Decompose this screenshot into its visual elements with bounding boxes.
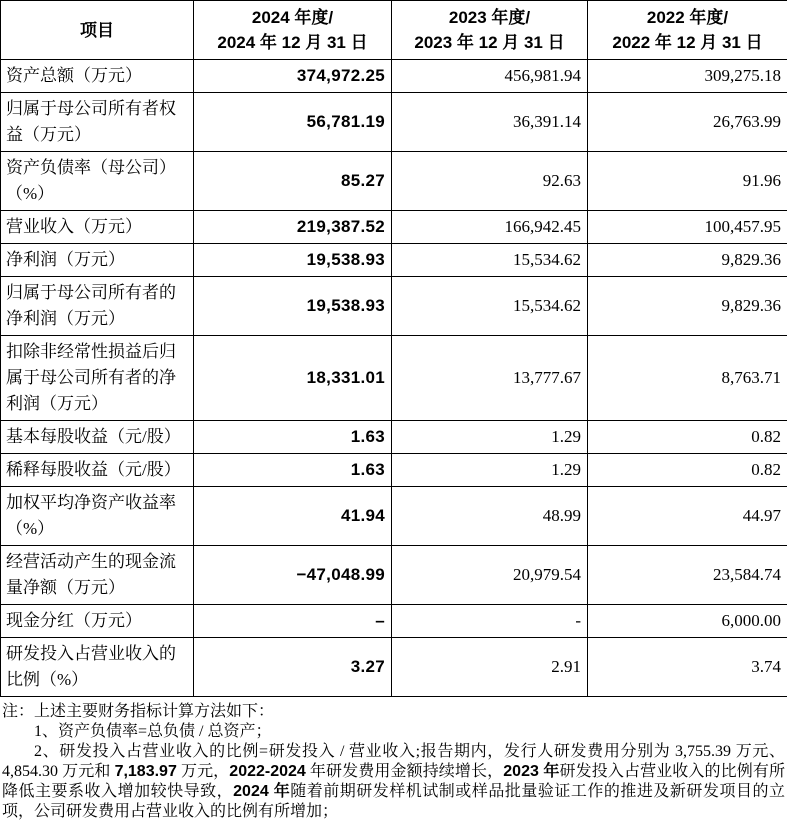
row-label: 稀释每股收益（元/股）	[1, 454, 194, 487]
note-bold-text: 2022-2024	[229, 763, 306, 780]
table-row	[1, 60, 787, 93]
value-2022: 91.96	[588, 152, 787, 211]
note-heading: 注：上述主要财务指标计算方法如下：	[2, 702, 785, 722]
row-label: 归属于母公司所有者权益（万元）	[1, 93, 194, 152]
value-2023: 92.63	[392, 152, 588, 211]
value-2024: 374,972.25	[194, 60, 392, 93]
header-2022-line2: 2022 年 12 月 31 日	[590, 30, 785, 55]
value-2023: -	[392, 605, 588, 638]
header-2022-line1: 2022 年度/	[590, 5, 785, 30]
value-2022: 9,829.36	[588, 277, 787, 336]
row-label: 研发投入占营业收入的比例（%）	[1, 638, 194, 697]
value-2023: 15,534.62	[392, 277, 588, 336]
table-body	[1, 60, 787, 697]
row-label: 营业收入（万元）	[1, 211, 194, 244]
value-2024: 56,781.19	[194, 93, 392, 152]
row-label: 加权平均净资产收益率（%）	[1, 487, 194, 546]
table-row	[1, 421, 787, 454]
value-2022: 8,763.71	[588, 336, 787, 421]
value-2023: 1.29	[392, 421, 588, 454]
table-row	[1, 152, 787, 211]
value-2023: 36,391.14	[392, 93, 588, 152]
header-2023-line1: 2023 年度/	[394, 5, 585, 30]
note-text: 年研发费用金额持续增长，	[306, 763, 503, 780]
header-2024	[194, 1, 392, 60]
value-2024: 1.63	[194, 421, 392, 454]
value-2022: 23,584.74	[588, 546, 787, 605]
value-2022: 309,275.18	[588, 60, 787, 93]
header-2023	[392, 1, 588, 60]
value-2022: 0.82	[588, 421, 787, 454]
table-row	[1, 336, 787, 421]
value-2024: 219,387.52	[194, 211, 392, 244]
note-text: 随着前期研发样机试制或样品批量验证工作的推进及新研发项目的立项，公司研发费用占营业收入的比例有所增加；	[2, 783, 785, 820]
notes-section	[0, 697, 787, 824]
row-label: 经营活动产生的现金流量净额（万元）	[1, 546, 194, 605]
value-2024: 19,538.93	[194, 277, 392, 336]
row-label: 扣除非经常性损益后归属于母公司所有者的净利润（万元）	[1, 336, 194, 421]
value-2023: 13,777.67	[392, 336, 588, 421]
row-label: 资产总额（万元）	[1, 60, 194, 93]
value-2024: 85.27	[194, 152, 392, 211]
value-2023: 48.99	[392, 487, 588, 546]
table-row	[1, 211, 787, 244]
header-row	[1, 1, 787, 60]
table-row	[1, 605, 787, 638]
value-2022: 3.74	[588, 638, 787, 697]
row-label: 基本每股收益（元/股）	[1, 421, 194, 454]
note-item-2	[2, 742, 785, 822]
value-2024: −47,048.99	[194, 546, 392, 605]
header-2022	[588, 1, 787, 60]
header-2024-line2: 2024 年 12 月 31 日	[196, 30, 389, 55]
header-2024-line1: 2024 年度/	[196, 5, 389, 30]
table-row	[1, 487, 787, 546]
value-2022: 100,457.95	[588, 211, 787, 244]
row-label: 净利润（万元）	[1, 244, 194, 277]
value-2022: 44.97	[588, 487, 787, 546]
value-2022: 0.82	[588, 454, 787, 487]
note-text: 研发投入占营业收入的比例有所降低主要系收入增加较快导致，	[2, 763, 785, 800]
value-2023: 1.29	[392, 454, 588, 487]
table-row	[1, 638, 787, 697]
note-text: 2、研发投入占营业收入的比例=研发投入 / 营业收入;报告期内，发行人研发费用分别为 3,755.39 万元、4,854.30 万元和	[2, 743, 785, 780]
table-row	[1, 93, 787, 152]
table-row	[1, 277, 787, 336]
row-label: 归属于母公司所有者的净利润（万元）	[1, 277, 194, 336]
row-label: 现金分红（万元）	[1, 605, 194, 638]
value-2023: 456,981.94	[392, 60, 588, 93]
table-row	[1, 244, 787, 277]
table-row	[1, 454, 787, 487]
note-item-1: 1、资产负债率=总负债 / 总资产；	[2, 722, 785, 742]
value-2023: 20,979.54	[392, 546, 588, 605]
note-bold-text: 7,183.97	[115, 763, 177, 780]
value-2023: 166,942.45	[392, 211, 588, 244]
value-2022: 26,763.99	[588, 93, 787, 152]
value-2023: 15,534.62	[392, 244, 588, 277]
row-label: 资产负债率（母公司）（%）	[1, 152, 194, 211]
value-2024: 41.94	[194, 487, 392, 546]
value-2024: 1.63	[194, 454, 392, 487]
note-bold-text: 2023 年	[503, 763, 559, 780]
value-2024: 3.27	[194, 638, 392, 697]
value-2022: 6,000.00	[588, 605, 787, 638]
note-text: 万元，	[177, 763, 229, 780]
value-2024: –	[194, 605, 392, 638]
value-2023: 2.91	[392, 638, 588, 697]
header-2023-line2: 2023 年 12 月 31 日	[394, 30, 585, 55]
value-2022: 9,829.36	[588, 244, 787, 277]
value-2024: 19,538.93	[194, 244, 392, 277]
value-2024: 18,331.01	[194, 336, 392, 421]
table-row	[1, 546, 787, 605]
note-bold-text: 2024 年	[233, 783, 290, 800]
header-item-column: 项目	[1, 1, 194, 60]
